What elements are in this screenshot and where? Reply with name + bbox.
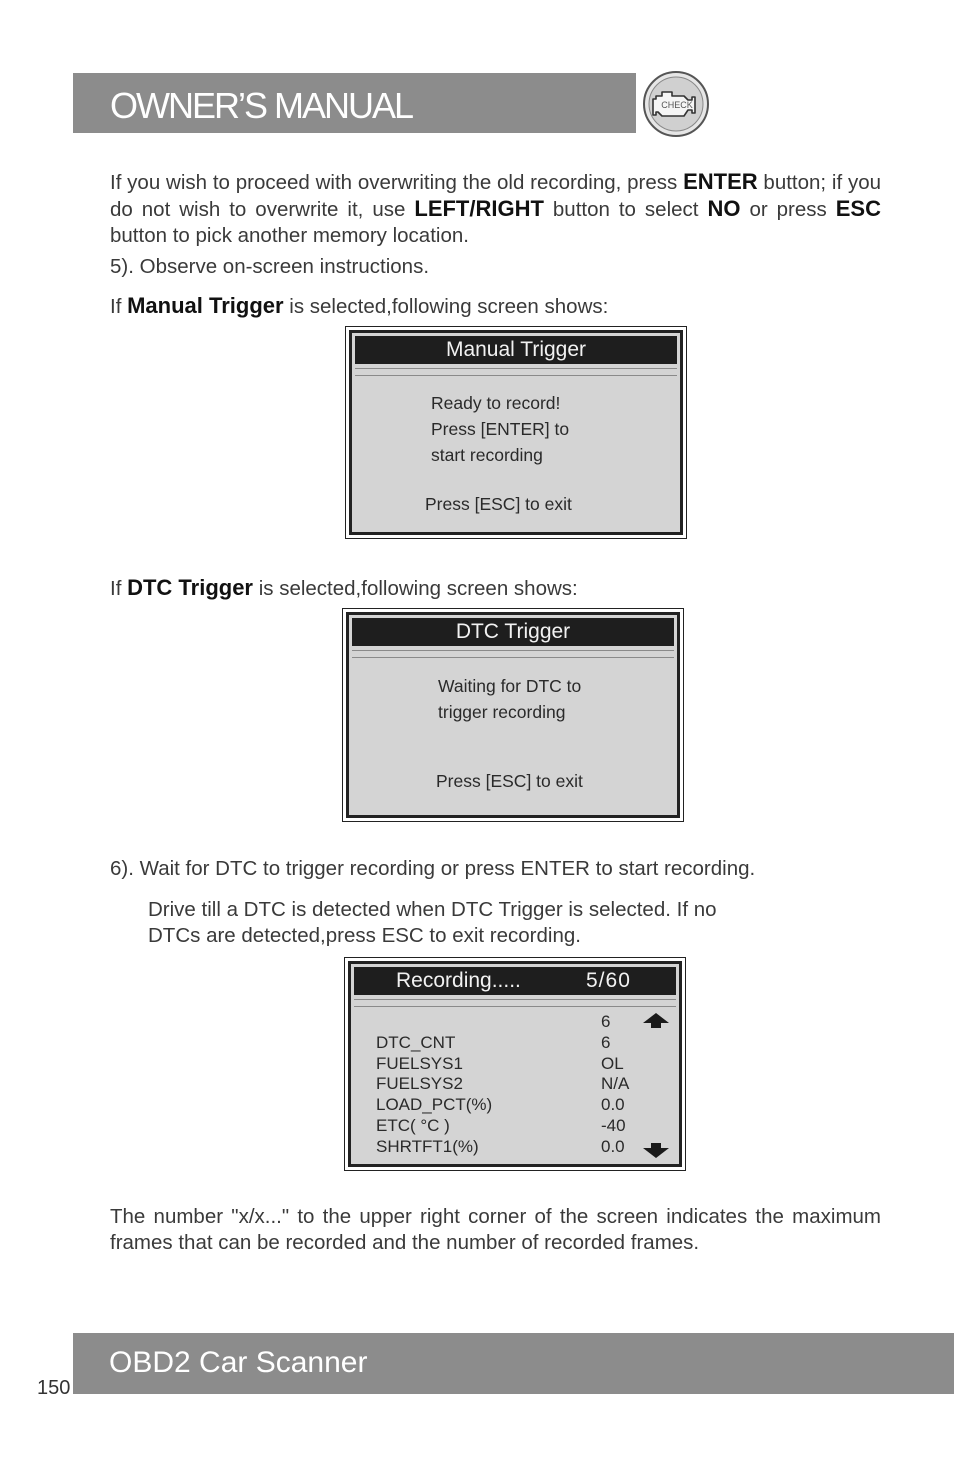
table-row: FUELSYS1 OL bbox=[376, 1054, 624, 1073]
screen-line: Press [ENTER] to bbox=[431, 419, 570, 439]
table-row: LOAD_PCT(%) 0.0 bbox=[376, 1095, 625, 1114]
screen-separator bbox=[355, 368, 677, 376]
screen-exit-hint: Press [ESC] to exit bbox=[425, 494, 572, 514]
step-6-note-line: DTCs are detected,press ESC to exit recording. bbox=[148, 924, 581, 947]
step-6: 6). Wait for DTC to trigger recording or press ENTER to start recording. bbox=[110, 857, 756, 880]
scroll-up-icon[interactable] bbox=[642, 1012, 670, 1029]
table-row: SHRTFT1(%) 0.0 bbox=[376, 1137, 625, 1156]
screen-line: trigger recording bbox=[438, 702, 566, 722]
table-row: ETC( °C ) -40 bbox=[376, 1116, 626, 1135]
screen-exit-hint: Press [ESC] to exit bbox=[436, 771, 583, 791]
table-row: FUELSYS2 N/A bbox=[376, 1074, 630, 1093]
screen-title: DTC Trigger bbox=[352, 618, 674, 646]
check-label: CHECK bbox=[661, 100, 693, 110]
page-number: 150 bbox=[37, 1377, 71, 1399]
list-item: 6 bbox=[601, 1012, 611, 1031]
footer-bar bbox=[73, 1333, 954, 1394]
check-engine-icon bbox=[642, 70, 710, 138]
header-bar bbox=[73, 73, 636, 133]
screen-line: start recording bbox=[431, 445, 543, 465]
screen-title: Manual Trigger bbox=[355, 336, 677, 364]
screen-title-bar bbox=[354, 967, 676, 995]
intro-paragraph: If you wish to proceed with overwriting the old recording, press ENTER button; if you do not wish to overwrite it, use LEFT/RIGHT button to select NO or press ESC button to pick another memory location. bbox=[110, 169, 881, 247]
dtc-trigger-screen bbox=[342, 608, 684, 822]
screen-separator bbox=[352, 650, 674, 658]
manual-trigger-intro: If Manual Trigger is selected,following screen shows: bbox=[110, 293, 609, 318]
dtc-trigger-intro: If DTC Trigger is selected,following screen shows: bbox=[110, 575, 578, 600]
screen-separator bbox=[354, 999, 676, 1007]
page-title: OWNER’S MANUAL bbox=[110, 85, 413, 126]
screen-line: Waiting for DTC to bbox=[438, 676, 582, 696]
step-6-note-line: Drive till a DTC is detected when DTC Trigger is selected. If no bbox=[148, 898, 717, 921]
manual-trigger-screen bbox=[345, 326, 687, 539]
recording-screen bbox=[344, 957, 686, 1171]
frame-counter: 5/60 bbox=[586, 969, 631, 992]
footer-title: OBD2 Car Scanner bbox=[109, 1346, 368, 1379]
table-row: DTC_CNT 6 bbox=[376, 1033, 611, 1052]
explanation-paragraph: The number "x/x..." to the upper right corner of the screen indicates the maximum frames that can be recorded and the number of recorded frames. bbox=[110, 1205, 881, 1254]
screen-line: Ready to record! bbox=[431, 393, 561, 413]
recording-title: Recording..... bbox=[396, 969, 521, 992]
scroll-down-icon[interactable] bbox=[642, 1142, 670, 1159]
step-5: 5). Observe on-screen instructions. bbox=[110, 255, 430, 278]
